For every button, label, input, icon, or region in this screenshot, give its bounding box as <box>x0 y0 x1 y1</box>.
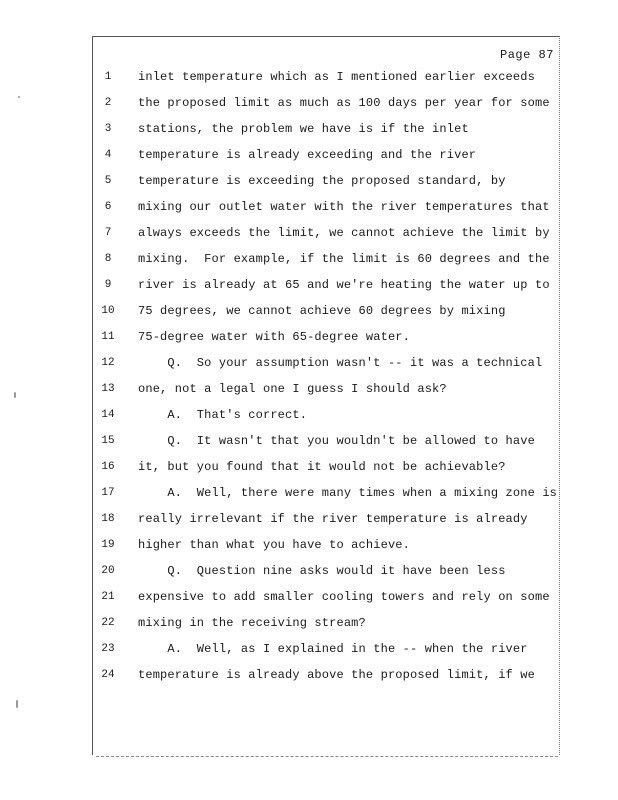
transcript-line <box>0 380 618 406</box>
line-number: 20 <box>101 565 115 577</box>
transcript-line <box>0 588 618 614</box>
line-number: 17 <box>101 487 115 499</box>
line-number: 1 <box>104 71 112 83</box>
transcript-line <box>0 484 618 510</box>
transcript-line <box>0 198 618 224</box>
transcript-line <box>0 354 618 380</box>
line-text: A. That's correct. <box>138 408 308 422</box>
line-number: 23 <box>101 643 115 655</box>
transcript-line <box>0 68 618 94</box>
transcript-line <box>0 458 618 484</box>
line-number: 4 <box>104 149 112 161</box>
line-number: 7 <box>104 227 112 239</box>
transcript-line <box>0 276 618 302</box>
line-number: 10 <box>101 305 115 317</box>
scan-speck <box>14 392 16 398</box>
line-text: temperature is already above the proposed limit, if we <box>138 668 535 682</box>
line-text: Q. It wasn't that you wouldn't be allowed to have <box>138 434 535 448</box>
scan-speck <box>16 700 18 708</box>
line-text: the proposed limit as much as 100 days per year for some <box>138 96 550 110</box>
transcript-line <box>0 640 618 666</box>
transcript-line <box>0 302 618 328</box>
line-text: inlet temperature which as I mentioned earlier exceeds <box>138 70 535 84</box>
transcript-line <box>0 666 618 692</box>
line-text: higher than what you have to achieve. <box>138 538 410 552</box>
line-number: 14 <box>101 409 115 421</box>
line-text: 75 degrees, we cannot achieve 60 degrees by mixing <box>138 304 506 318</box>
footer-rule <box>96 756 558 757</box>
line-number: 8 <box>104 253 112 265</box>
line-text: A. Well, as I explained in the -- when the river <box>138 642 528 656</box>
transcript-line <box>0 146 618 172</box>
line-number: 6 <box>104 201 112 213</box>
transcript-lines <box>0 68 618 692</box>
line-text: always exceeds the limit, we cannot achieve the limit by <box>138 226 550 240</box>
line-number: 2 <box>104 97 112 109</box>
line-text: river is already at 65 and we're heating the water up to <box>138 278 550 292</box>
line-text: mixing our outlet water with the river temperatures that <box>138 200 550 214</box>
line-text: Q. So your assumption wasn't -- it was a technical <box>138 356 543 370</box>
line-text: A. Well, there were many times when a mixing zone is <box>138 486 558 500</box>
line-text: Q. Question nine asks would it have been less <box>138 564 506 578</box>
line-number: 3 <box>104 123 112 135</box>
line-number: 16 <box>101 461 115 473</box>
line-number: 15 <box>101 435 115 447</box>
line-text: it, but you found that it would not be achievable? <box>138 460 506 474</box>
line-number: 21 <box>101 591 115 603</box>
line-text: 75-degree water with 65-degree water. <box>138 330 410 344</box>
transcript-line <box>0 536 618 562</box>
transcript-line <box>0 432 618 458</box>
line-text: mixing. For example, if the limit is 60 degrees and the <box>138 252 550 266</box>
transcript-line <box>0 224 618 250</box>
transcript-line <box>0 406 618 432</box>
line-number: 22 <box>101 617 115 629</box>
scan-speck <box>18 96 20 98</box>
page-number: Page 87 <box>500 48 554 62</box>
transcript-line <box>0 328 618 354</box>
transcript-line <box>0 562 618 588</box>
line-text: temperature is exceeding the proposed standard, by <box>138 174 506 188</box>
line-number: 12 <box>101 357 115 369</box>
line-text: mixing in the receiving stream? <box>138 616 366 630</box>
transcript-line <box>0 250 618 276</box>
line-text: expensive to add smaller cooling towers and rely on some <box>138 590 550 604</box>
transcript-line <box>0 510 618 536</box>
line-number: 24 <box>101 669 115 681</box>
line-text: really irrelevant if the river temperature is already <box>138 512 528 526</box>
transcript-line <box>0 614 618 640</box>
line-number: 18 <box>101 513 115 525</box>
line-text: stations, the problem we have is if the inlet <box>138 122 469 136</box>
line-text: temperature is already exceeding and the river <box>138 148 477 162</box>
line-text: one, not a legal one I guess I should ask? <box>138 382 447 396</box>
transcript-line <box>0 120 618 146</box>
line-number: 19 <box>101 539 115 551</box>
line-number: 11 <box>101 331 115 343</box>
transcript-line <box>0 172 618 198</box>
line-number: 13 <box>101 383 115 395</box>
transcript-line <box>0 94 618 120</box>
line-number: 9 <box>104 279 112 291</box>
line-number: 5 <box>104 175 112 187</box>
